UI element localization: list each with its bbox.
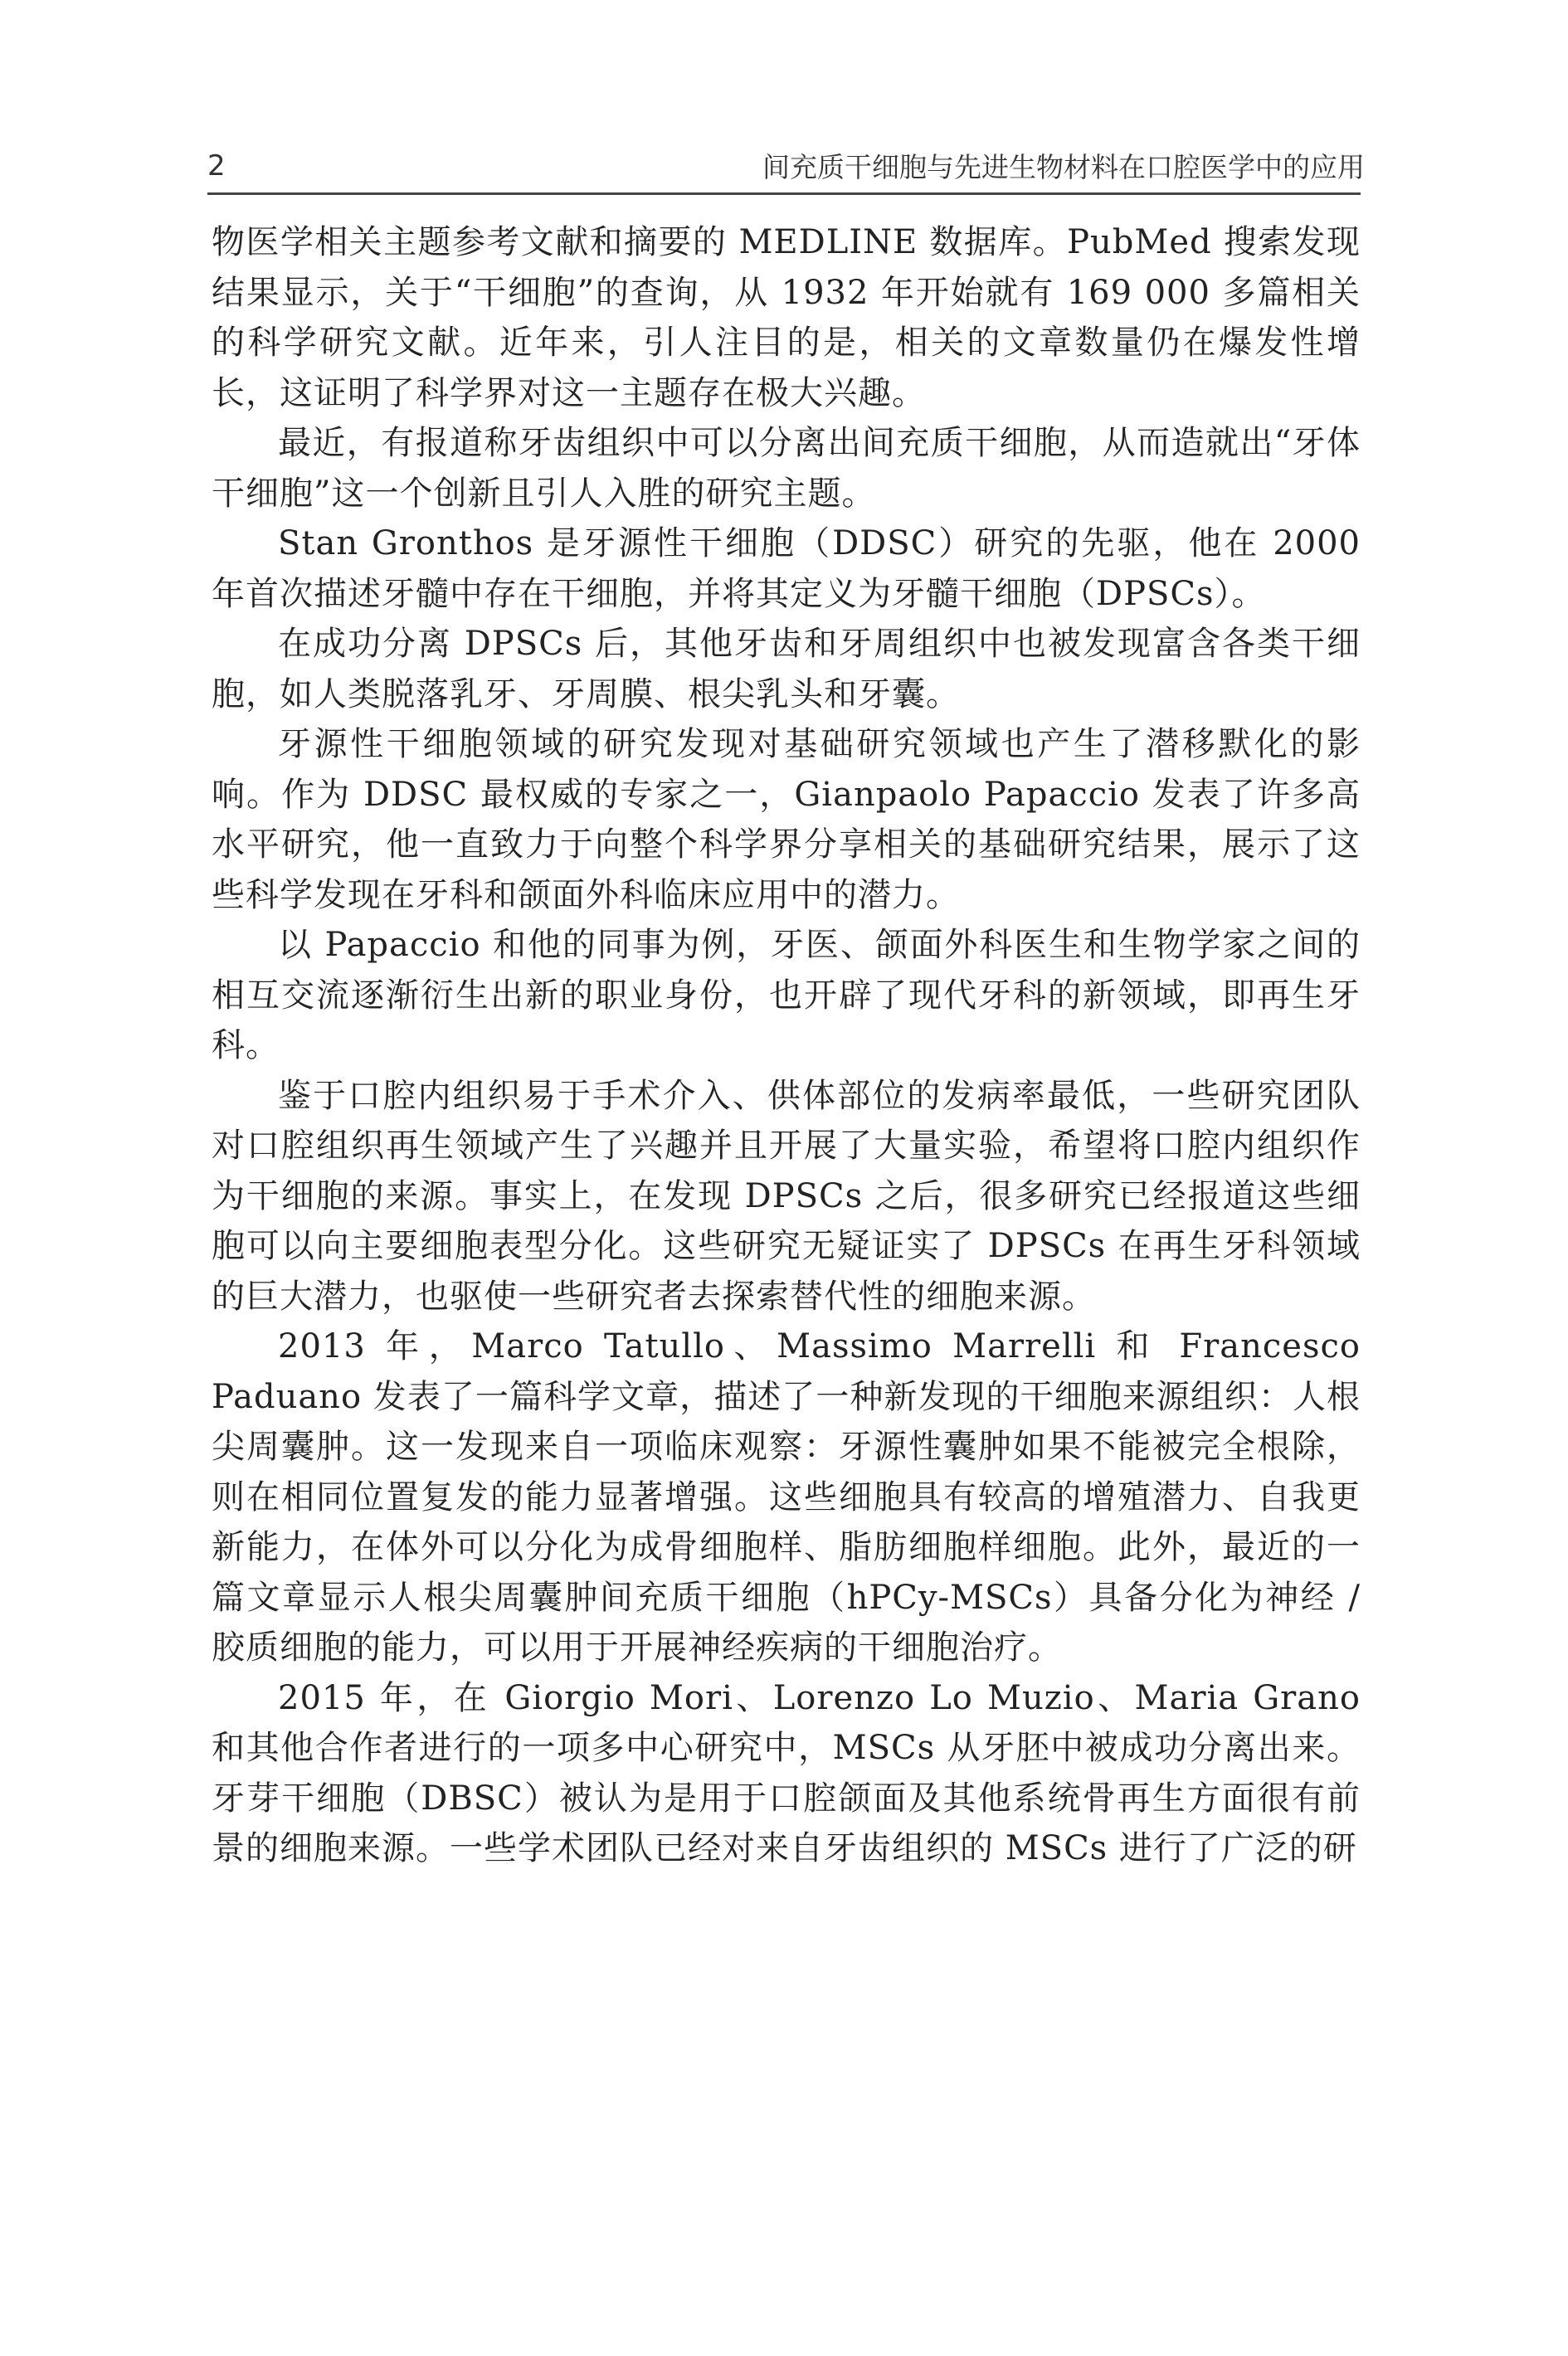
paragraph: 在成功分离 DPSCs 后，其他牙齿和牙周组织中也被发现富含各类干细胞，如人类脱落乳牙、牙周膜、根尖乳头和牙囊。 xyxy=(212,625,1361,713)
header-title: 间充质干细胞与先进生物材料在口腔医学中的应用 xyxy=(762,151,1365,183)
header-rule xyxy=(207,192,1361,195)
paragraph: 鉴于口腔内组织易于手术介入、供体部位的发病率最低，一些研究团队对口腔组织再生领域产生了兴趣并且开展了大量实验，希望将口腔内组织作为干细胞的来源。事实上，在发现 DPSCs 之后，很多研究已经报道这些细胞可以向主要细胞表型分化。这些研究无疑证实了 DPSCs 在再生牙科领域的巨大潜力，也驱使一些研究者去探索替代性的细胞来源。 xyxy=(212,1076,1361,1316)
paragraph: 牙源性干细胞领域的研究发现对基础研究领域也产生了潜移默化的影响。作为 DDSC 最权威的专家之一，Gianpaolo Papaccio 发表了许多高水平研究，他一直致力于向整个科学界分享相关的基础研究结果，展示了这些科学发现在牙科和颌面外科临床应用中的潜力。 xyxy=(212,725,1361,914)
paragraph: 以 Papaccio 和他的同事为例，牙医、颌面外科医生和生物学家之间的相互交流逐渐衍生出新的职业身份，也开辟了现代牙科的新领域，即再生牙科。 xyxy=(212,926,1361,1064)
paragraph: 2013 年，Marco Tatullo、Massimo Marrelli 和 Francesco Paduano 发表了一篇科学文章，描述了一种新发现的干细胞来源组织：人根尖周囊肿。这一发现来自一项临床观察：牙源性囊肿如果不能被完全根除，则在相同位置复发的能力显著增强。这些细胞具有较高的增殖潜力、自我更新能力，在体外可以分化为成骨细胞样、脂肪细胞样细胞。此外，最近的一篇文章显示人根尖周囊肿间充质干细胞（hPCy-MSCs）具备分化为神经 / 胶质细胞的能力，可以用于开展神经疾病的干细胞治疗。 xyxy=(212,1327,1361,1667)
body-text xyxy=(212,217,1361,1874)
paragraph-continued: 物医学相关主题参考文献和摘要的 MEDLINE 数据库。PubMed 搜索发现结果显示，关于“干细胞”的查询，从 1932 年开始就有 169 000 多篇相关的科学研究文献。近年来，引人注目的是，相关的文章数量仍在爆发性增长，这证明了科学界对这一主题存在极大兴趣。 xyxy=(212,223,1361,412)
page-number: 2 xyxy=(207,149,226,183)
paragraph: 最近，有报道称牙齿组织中可以分离出间充质干细胞，从而造就出“牙体干细胞”这一个创新且引人入胜的研究主题。 xyxy=(212,424,1361,513)
running-header xyxy=(207,141,1365,191)
paragraph: 2015 年，在 Giorgio Mori、Lorenzo Lo Muzio、Maria Grano 和其他合作者进行的一项多中心研究中，MSCs 从牙胚中被成功分离出来。牙芽干细胞（DBSC）被认为是用于口腔颌面及其他系统骨再生方面很有前景的细胞来源。一些学术团队已经对来自牙齿组织的 MSCs 进行了广泛的研 xyxy=(212,1678,1361,1867)
paragraph: Stan Gronthos 是牙源性干细胞（DDSC）研究的先驱，他在 2000 年首次描述牙髓中存在干细胞，并将其定义为牙髓干细胞（DPSCs）。 xyxy=(212,524,1361,613)
